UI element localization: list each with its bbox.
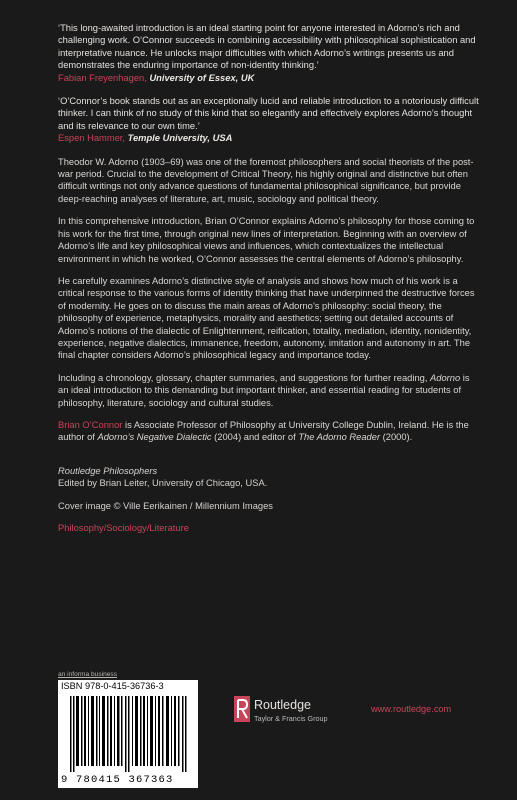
bio-text: is Associate Professor of Philosophy at University College Dublin, Ireland. He is the author of xyxy=(58,419,469,443)
review-quote-2: ‘O’Connor’s book stands out as an exceptionally lucid and reliable introduction to a notoriously difficult thinker. I can think of no study of this kind that so elegantly and effectively explores Adorno’s thought and its relevance to our own time.’ xyxy=(58,96,479,131)
reviewer-name: Espen Hammer, xyxy=(58,133,125,144)
description-paragraph-3: He carefully examines Adorno’s distinctive style of analysis and shows how much of his work is a critical response to the various forms of identity thinking that have underpinned the destructive forces of modernity. He goes on to discuss the main areas of Adorno’s philosophy: social theory, the philosophy of experience, metaphysics, morality and aesthetics; setting out detailed accounts of Adorno’s notions of the dialectic of Enlightenment, reification, totality, mediation, identity, nonidentity, experience, negative dialectics, immanence, freedom, autonomy, imitation and autonomy in art. The final chapter considers Adorno’s philosophical legacy and importance today. xyxy=(58,275,475,361)
routledge-r-icon xyxy=(234,696,250,722)
reviewer-institution: Temple University, USA xyxy=(127,133,233,144)
publisher-group: Taylor & Francis Group xyxy=(254,714,328,723)
isbn-digits: 9 780415 367363 xyxy=(61,774,174,786)
series-name: Routledge Philosophers xyxy=(58,465,158,476)
bio-text: (2004) and editor of xyxy=(211,432,299,443)
publisher-name: Routledge xyxy=(254,698,311,712)
description-paragraph-4 xyxy=(58,372,481,409)
paragraph-text: Including a chronology, glossary, chapter summaries, and suggestions for further reading, xyxy=(58,372,431,383)
series-info xyxy=(58,465,481,512)
series-editor: Edited by Brian Leiter, University of Chicago, USA. xyxy=(58,478,268,489)
cover-image-credit: Cover image © Ville Eerikainen / Millennium Images xyxy=(58,500,273,511)
isbn-label: ISBN 978-0-415-36736-3 xyxy=(61,681,164,691)
review-quote-1: ‘This long-awaited introduction is an ideal starting point for anyone interested in Adorno’s rich and challenging work. O’Connor succeeds in combining accessibility with philosophical sophistication and interpretative nuance. He unlocks major difficulties with which Adorno’s writings presents us and demonstrates the enduring importance of non-identity thinking.’ xyxy=(58,23,476,71)
publisher-website[interactable]: www.routledge.com xyxy=(371,704,452,714)
reviewer-institution: University of Essex, UK xyxy=(149,72,255,83)
bio-text: (2000). xyxy=(380,432,413,443)
barcode xyxy=(58,680,198,788)
book-title: Adorno’s Negative Dialectic xyxy=(97,432,212,443)
reviewer-name: Fabian Freyenhagen, xyxy=(58,72,147,83)
subject-category: Philosophy/Sociology/Literature xyxy=(58,523,189,533)
author-bio xyxy=(58,419,481,444)
description-paragraph-2: In this comprehensive introduction, Brian O’Connor explains Adorno’s philosophy for those coming to his work for the first time, through original new lines of interpretation. Beginning with an overview of Adorno’s life and key philosophical views and influences, which contextualizes the intellectual environment in which he worked, O’Connor assesses the central elements of Adorno’s philosophy. xyxy=(58,216,475,264)
imprint-line: an informa business xyxy=(58,671,118,678)
review-attribution-1 xyxy=(58,72,481,84)
description-paragraph-1: Theodor W. Adorno (1903–69) was one of the foremost philosophers and social theorists of the post-war period. Crucial to the development of Critical Theory, his highly original and distinctive but often difficult writings not only advance questions of fundamental philosophical significance, but provide deep-reaching analyses of literature, art, music, sociology and political theory. xyxy=(58,156,474,204)
author-name: Brian O’Connor xyxy=(58,419,123,430)
barcode-bars xyxy=(70,696,188,772)
paragraph-text: is an ideal introduction to this demanding but important thinker, and essential reading for students of philosophy, literature, sociology and cultural studies. xyxy=(58,372,470,408)
review-attribution-2 xyxy=(58,132,481,144)
book-title: The Adorno Reader xyxy=(298,432,381,443)
book-title: Adorno xyxy=(430,372,461,383)
footer xyxy=(58,671,481,800)
